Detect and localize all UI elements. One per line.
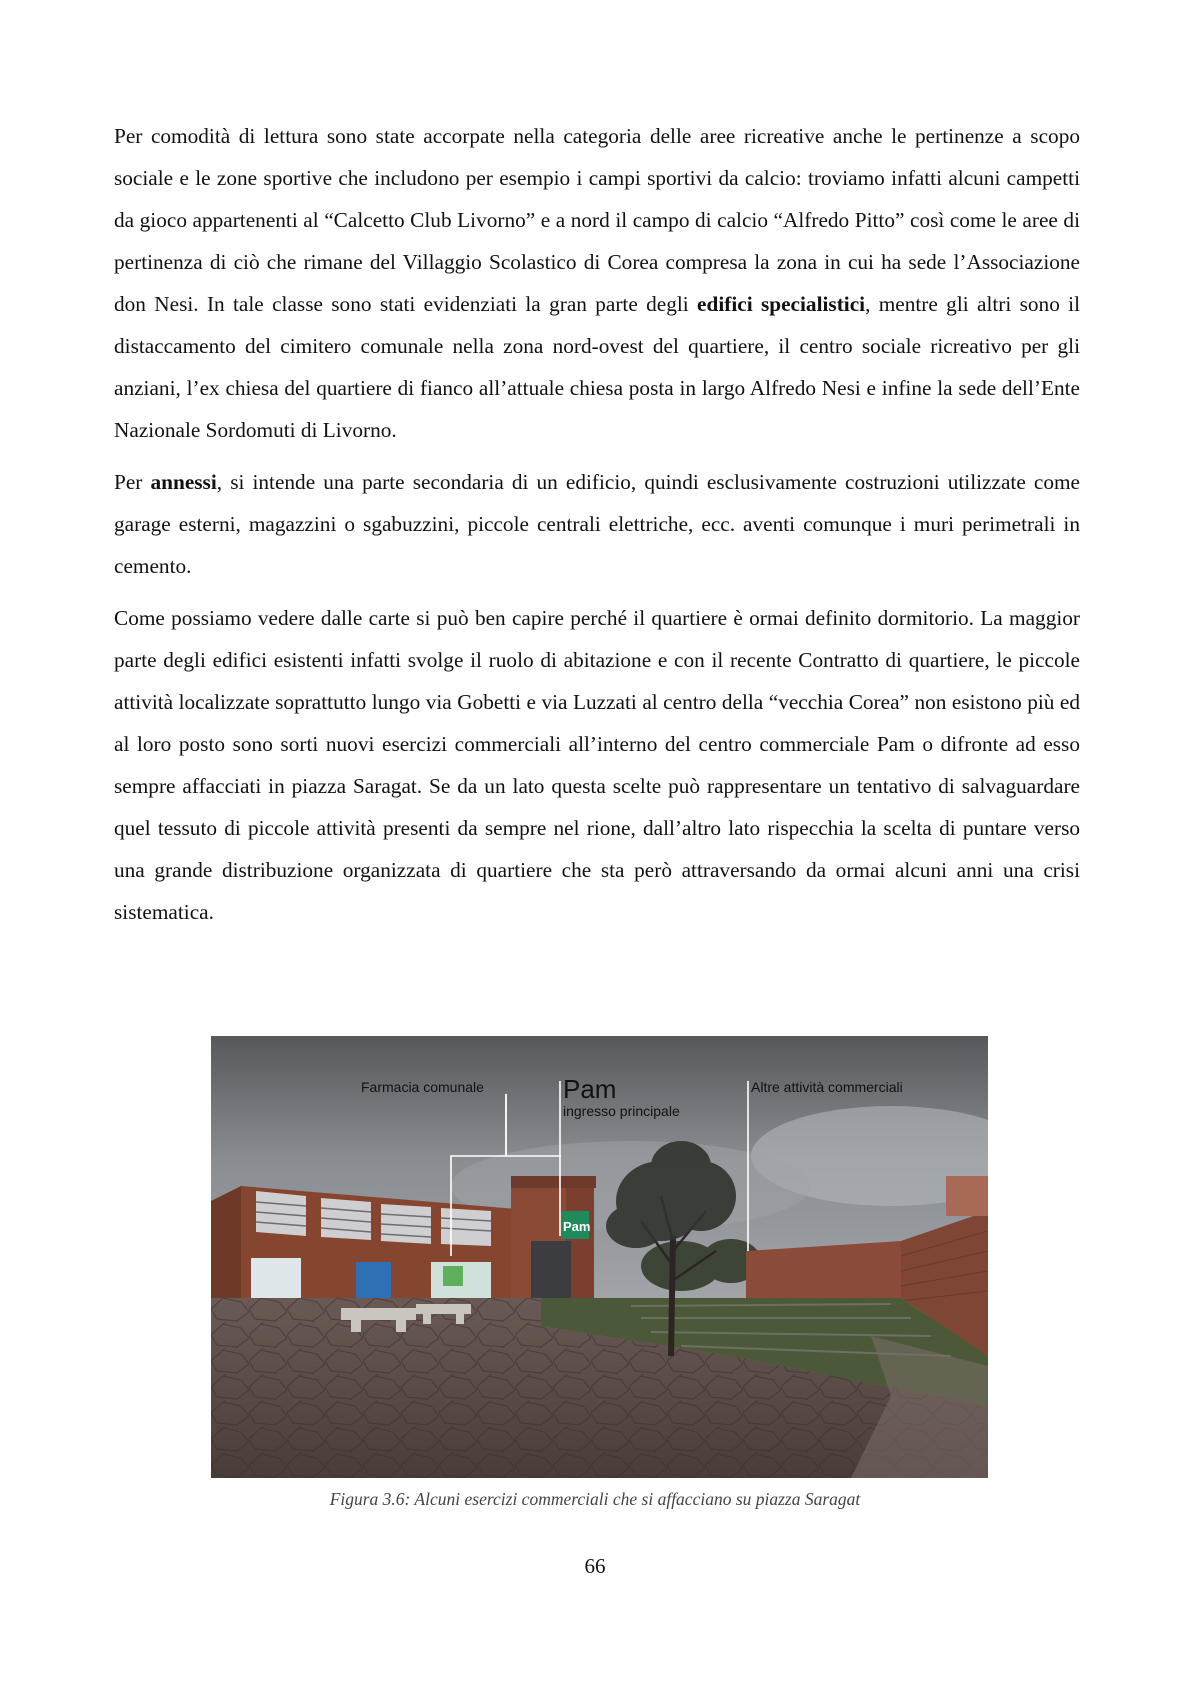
piazza-saragat-photo (211, 1036, 988, 1478)
paragraph-text: , mentre gli altri sono il distaccamento del cimitero comunale nella zona nord-ovest del quartiere, il centro sociale ricreativo per gli anziani, l’ex chiesa del quartiere di fianco all’attuale chiesa posta in largo Alfredo Nesi e infine la sede dell’Ente Nazionale Sordomuti di Livorno. (114, 292, 1080, 442)
paragraph (114, 597, 1080, 933)
paragraph-text: Per comodità di lettura sono state accorpate nella categoria delle aree ricreative anche le pertinenze a scopo sociale e le zone sportive che includono per esempio i campi sportivi da calcio: troviamo infatti alcuni campetti da gioco appartenenti al “Calcetto Club Livorno” e a nord il campo di calcio “Alfredo Pitto” così come le aree di pertinenza di ciò che rimane del Villaggio Scolastico di Corea compresa la zona in cui ha sede l’Associazione don Nesi. In tale classe sono stati evidenziati la gran parte degli (114, 124, 1080, 316)
label-pam: Pam (563, 1074, 617, 1104)
paragraph (114, 461, 1080, 587)
figure-caption: Figura 3.6: Alcuni esercizi commerciali che si affacciano su piazza Saragat (329, 1489, 861, 1509)
bold-term: edifici specialistici (697, 292, 866, 316)
svg-text:Pam: Pam (563, 1219, 591, 1234)
label-altre-attivita: Altre attività commerciali (751, 1079, 903, 1095)
page-number: 66 (584, 1554, 606, 1578)
paragraph (114, 115, 1080, 451)
body-text (114, 115, 1080, 943)
figure-photo (211, 1036, 988, 1478)
paragraph-text: , si intende una parte secondaria di un edificio, quindi esclusivamente costruzioni utilizzate come garage esterni, magazzini o sgabuzzini, piccole centrali elettriche, ecc. aventi comunque i muri perimetrali in cemento. (114, 470, 1080, 578)
label-pam-ingresso: ingresso principale (563, 1103, 680, 1119)
paragraph-text: Come possiamo vedere dalle carte si può ben capire perché il quartiere è ormai definito dormitorio. La maggior parte degli edifici esistenti infatti svolge il ruolo di abitazione e con il recente Contratto di quartiere, le piccole attività localizzate soprattutto lungo via Gobetti e via Luzzati al centro della “vecchia Corea” non esistono più ed al loro posto sono sorti nuovi esercizi commerciali all’interno del centro commerciale Pam o difronte ad esso sempre affacciati in piazza Saragat. Se da un lato questa scelte può rappresentare un tentativo di salvaguardare quel tessuto di piccole attività presenti da sempre nel rione, dall’altro lato rispecchia la scelta di puntare verso una grande distribuzione organizzata di quartiere che sta però attraversando da ormai alcuni anni una crisi sistematica. (114, 606, 1080, 924)
paragraph-text: Per (114, 470, 151, 494)
bold-term: annessi (150, 470, 217, 494)
label-farmacia: Farmacia comunale (361, 1079, 484, 1095)
